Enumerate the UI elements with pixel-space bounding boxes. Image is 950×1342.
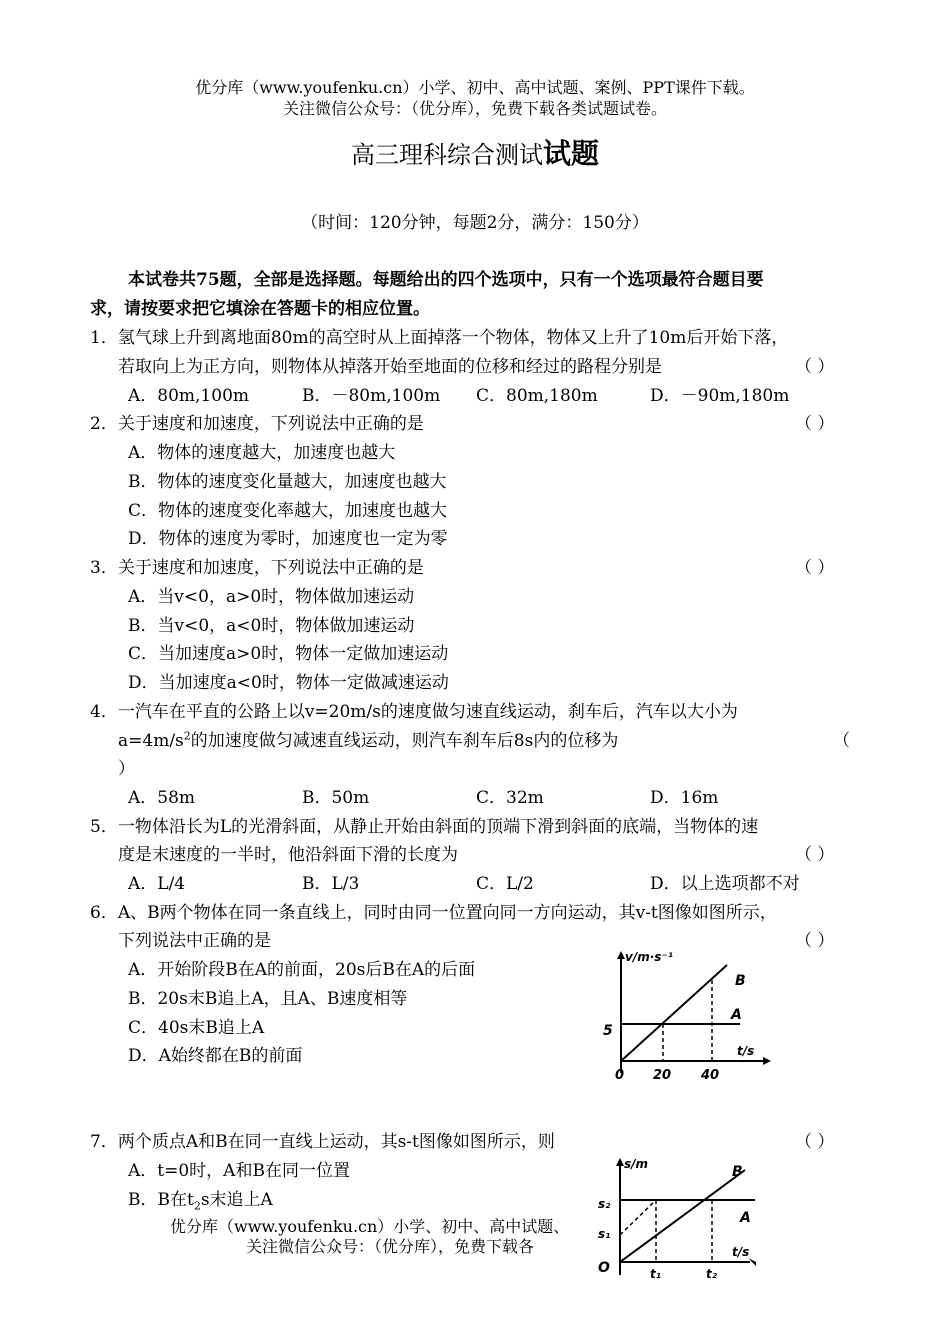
q1-option-c: C．80m,180m <box>476 386 598 406</box>
q3-option-c: C．当加速度a>0时，物体一定做加速运动 <box>128 644 449 664</box>
q7-option-b-sub: 2 <box>193 1199 201 1213</box>
intro-line-1: 本试卷共75题，全部是选择题。每题给出的四个选项中，只有一个选项最符合题目要 <box>128 270 764 290</box>
q4-stem-2 <box>118 726 618 751</box>
q7-option-b-post: s末追上A <box>200 1190 273 1210</box>
q4-paren-close: ） <box>118 759 135 779</box>
q6-stem-1: 6．A、B两个物体在同一条直线上，同时由同一位置向同一方向运动，其v-t图像如图所示， <box>90 903 777 923</box>
title-normal: 高三理科综合测试 <box>350 141 543 169</box>
q1-stem-2: 若取向上为正方向，则物体从掉落开始至地面的位移和经过的路程分别是 <box>118 357 662 377</box>
q2-option-a: A．物体的速度越大，加速度也越大 <box>128 443 396 463</box>
q7-label-a: A <box>740 1210 751 1226</box>
page-title <box>0 132 950 172</box>
q5-stem-2: 度是末速度的一半时，他沿斜面下滑的长度为 <box>118 845 458 865</box>
q2-option-c: C．物体的速度变化率越大，加速度也越大 <box>128 501 448 521</box>
q7-line-b <box>620 1170 745 1262</box>
q3-stem: 3．关于速度和加速度，下列说法中正确的是 <box>90 558 424 578</box>
q7-t1-label: t₁ <box>650 1267 661 1281</box>
q2-stem: 2．关于速度和加速度，下列说法中正确的是 <box>90 414 424 434</box>
q5-option-b: B．L/3 <box>302 874 360 894</box>
q6-y-tick-5: 5 <box>603 1023 613 1039</box>
q7-s1-label: s₁ <box>598 1227 611 1241</box>
q4-stem-2a: a=4m/s <box>118 731 184 751</box>
q6-y-label: v/m·s⁻¹ <box>625 950 673 964</box>
q6-x-tick-0: 0 <box>615 1068 625 1083</box>
intro-line-2: 求，请按要求把它填涂在答题卡的相应位置。 <box>90 299 430 319</box>
q7-t2-label: t₂ <box>706 1267 717 1281</box>
header-line-1: 优分库（www.youfenku.cn）小学、初中、高中试题、案例、PPT课件下载。 <box>195 78 755 97</box>
q6-y-arrow-icon <box>617 951 625 959</box>
q4-option-b: B．50m <box>302 788 370 808</box>
q1-stem-1: 1．氢气球上升到离地面80m的高空时从上面掉落一个物体，物体又上升了10m后开始下落， <box>90 328 789 348</box>
q7-origin-label: O <box>598 1260 610 1276</box>
q1-option-d: D．－90m,180m <box>650 386 790 406</box>
q1-option-a: A．80m,100m <box>128 386 250 406</box>
q1-answer-blank: （ ） <box>795 357 835 377</box>
q5-option-c: C．L/2 <box>476 874 534 894</box>
q4-option-a: A．58m <box>128 788 196 808</box>
q6-option-a: A．开始阶段B在A的前面，20s后B在A的后面 <box>128 960 476 980</box>
q6-x-arrow-icon <box>763 1057 771 1065</box>
footer-line-1: 优分库（www.youfenku.cn）小学、初中、高中试题、 <box>170 1217 570 1236</box>
header-line-2: 关注微信公众号：（优分库），免费下载各类试题试卷。 <box>282 99 667 118</box>
q3-option-d: D．当加速度a<0时，物体一定做减速运动 <box>128 673 449 693</box>
q5-option-a: A．L/4 <box>128 874 186 894</box>
q5-option-d: D．以上选项都不对 <box>650 874 800 894</box>
q4-superscript: 2 <box>183 729 191 743</box>
q2-answer-blank: （ ） <box>795 414 835 434</box>
q2-option-b: B．物体的速度变化量越大，加速度也越大 <box>128 472 447 492</box>
q4-option-d: D．16m <box>650 788 719 808</box>
exam-info: （时间：120分钟，每题2分，满分：150分） <box>301 213 649 233</box>
q6-label-b: B <box>735 973 746 989</box>
q7-answer-blank: （ ） <box>795 1132 835 1152</box>
q6-vt-graph <box>595 945 780 1085</box>
q5-answer-blank: （ ） <box>795 845 835 865</box>
q7-x-label: t/s <box>732 1245 750 1259</box>
q7-dash-offset <box>620 1200 656 1235</box>
q2-option-d: D．物体的速度为零时，加速度也一定为零 <box>128 529 448 549</box>
q6-x-tick-20: 20 <box>653 1068 672 1083</box>
q4-option-c: C．32m <box>476 788 544 808</box>
q6-label-a: A <box>731 1007 742 1023</box>
q6-option-b: B．20s末B追上A，且A、B速度相等 <box>128 989 408 1009</box>
footer-line-2: 关注微信公众号：（优分库），免费下载各 <box>246 1237 535 1256</box>
q6-option-d: D．A始终都在B的前面 <box>128 1046 303 1066</box>
q7-y-label: s/m <box>624 1157 649 1171</box>
q3-option-b: B．当v<0，a<0时，物体做加速运动 <box>128 616 415 636</box>
q1-option-b: B．－80m,100m <box>302 386 441 406</box>
q7-stem: 7．两个质点A和B在同一直线上运动，其s-t图像如图所示，则 <box>90 1132 555 1152</box>
q3-option-a: A．当v<0，a>0时，物体做加速运动 <box>128 587 415 607</box>
q7-s2-label: s₂ <box>598 1197 611 1211</box>
q6-stem-2: 下列说法中正确的是 <box>118 931 271 951</box>
q4-paren-open: （ <box>833 731 850 751</box>
q7-option-b-pre: B．B在t <box>128 1190 194 1210</box>
q7-st-graph <box>590 1150 770 1295</box>
q7-y-arrow-icon <box>616 1158 624 1166</box>
q7-label-b: B <box>732 1164 743 1180</box>
q6-x-label: t/s <box>737 1044 755 1058</box>
q6-option-c: C．40s末B追上A <box>128 1018 265 1038</box>
q6-x-tick-40: 40 <box>701 1068 720 1083</box>
q4-stem-2b: 的加速度做匀减速直线运动，则汽车刹车后8s内的位移为 <box>190 731 619 751</box>
q6-line-b <box>621 965 727 1061</box>
title-bold: 试题 <box>542 137 599 170</box>
q7-option-a: A．t=0时，A和B在同一位置 <box>128 1161 350 1181</box>
q5-stem-1: 5．一物体沿长为L的光滑斜面，从静止开始由斜面的顶端下滑到斜面的底端，当物体的速 <box>90 817 759 837</box>
q7-option-b <box>128 1185 273 1212</box>
q3-answer-blank: （ ） <box>795 558 835 578</box>
q4-stem-1: 4．一汽车在平直的公路上以v=20m/s的速度做匀速直线运动，刹车后，汽车以大小为 <box>90 702 738 722</box>
q6-answer-blank: （ ） <box>795 931 835 951</box>
